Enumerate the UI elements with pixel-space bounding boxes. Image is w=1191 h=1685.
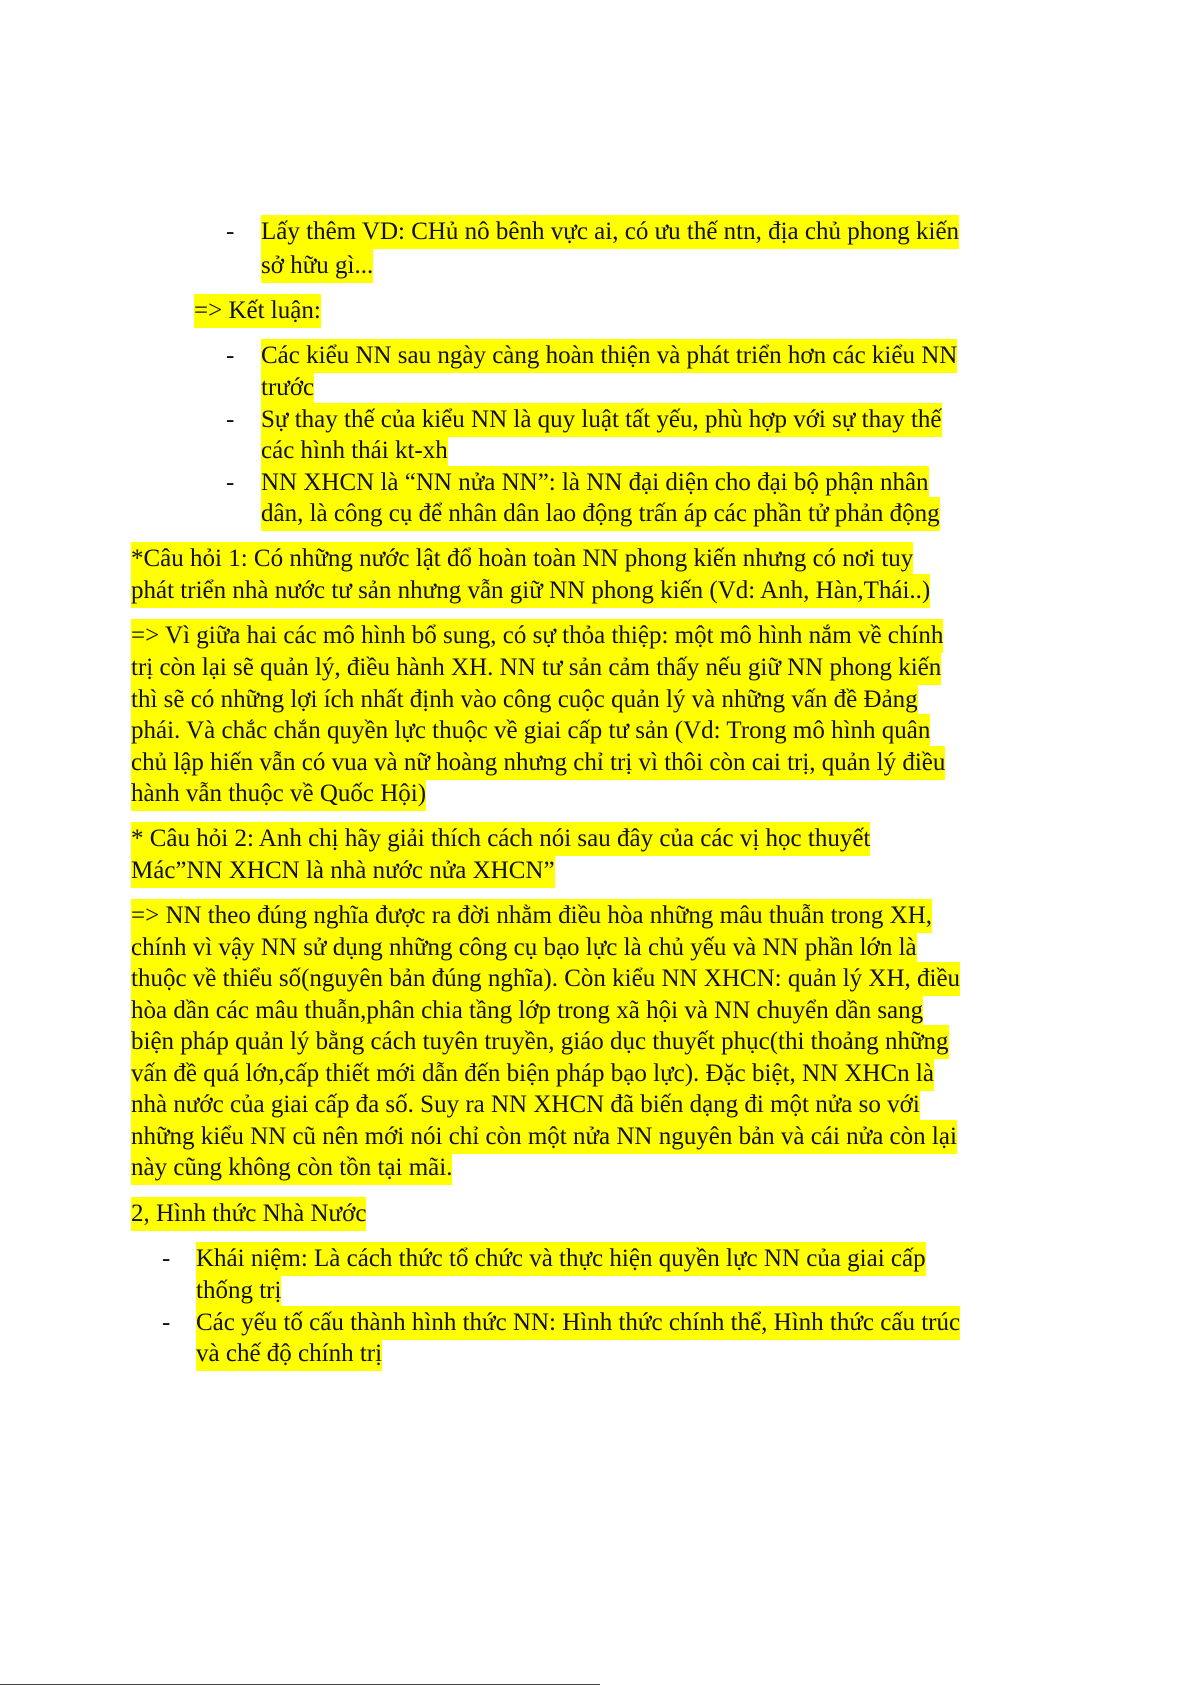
list-item-line: thống trị [196,1274,281,1308]
paragraph-line: nhà nước của giai cấp đa số. Suy ra NN XHCN đã biến dạng đi một nửa so với [131,1088,920,1122]
bullet-marker: - [226,469,235,496]
list-item-line: trước [261,371,314,405]
bullet-marker: - [162,1245,171,1272]
paragraph-line: => NN theo đúng nghĩa được ra đời nhằm điều hòa những mâu thuẫn trong XH, [131,899,932,933]
paragraph-line: Mác”NN XHCN là nhà nước nửa XHCN” [131,854,555,888]
paragraph-line: * Câu hỏi 2: Anh chị hãy giải thích cách nói sau đây của các vị học thuyết [131,822,870,856]
paragraph-line: hành vẫn thuộc về Quốc Hội) [131,777,426,811]
paragraph-line: phát triển nhà nước tư sản nhưng vẫn giữ NN phong kiến (Vd: Anh, Hàn,Thái..) [131,574,930,608]
bullet-marker: - [226,218,235,245]
paragraph-line: chủ lập hiến vẫn có vua và nữ hoàng nhưng chỉ trị vì thôi còn cai trị, quản lý điều [131,746,945,780]
list-item-line: Khái niệm: Là cách thức tổ chức và thực hiện quyền lực NN của giai cấp [196,1242,926,1276]
paragraph-line: những kiểu NN cũ nên mới nói chỉ còn một nửa NN nguyên bản và cái nửa còn lại [131,1120,957,1154]
paragraph-line: thì sẽ có những lợi ích nhất định vào công cuộc quản lý và những vấn đề Đảng [131,683,918,717]
paragraph-line: phái. Và chắc chắn quyền lực thuộc về giai cấp tư sản (Vd: Trong mô hình quân [131,714,930,748]
paragraph-line: vấn đề quá lớn,cấp thiết mới dẫn đến biện pháp bạo lực). Đặc biệt, NN XHCn là [131,1057,934,1091]
list-item-line: NN XHCN là “NN nửa NN”: là NN đại diện cho đại bộ phận nhân [261,466,929,500]
paragraph-line: biện pháp quản lý bằng cách tuyên truyền, giáo dục thuyết phục(thi thoảng những [131,1025,949,1059]
conclusion-label: => Kết luận: [194,294,321,328]
list-item-line: và chế độ chính trị [196,1337,382,1371]
bullet-text-line: Lấy thêm VD: CHủ nô bênh vực ai, có ưu thế ntn, địa chủ phong kiến [261,215,959,249]
list-item-line: Sự thay thế của kiểu NN là quy luật tất yếu, phù hợp với sự thay thế [261,403,942,437]
paragraph-line: trị còn lại sẽ quản lý, điều hành XH. NN tư sản cảm thấy nếu giữ NN phong kiến [131,651,941,685]
paragraph-line: hòa dần các mâu thuẫn,phân chia tầng lớp trong xã hội và NN chuyển dần sang [131,994,923,1028]
section-heading: 2, Hình thức Nhà Nước [131,1197,366,1231]
bullet-marker: - [162,1309,171,1336]
paragraph-line: => Vì giữa hai các mô hình bổ sung, có sự thỏa thiệp: một mô hình nắm về chính [131,619,943,653]
bullet-marker: - [226,406,235,433]
paragraph-line: chính vì vậy NN sử dụng những công cụ bạo lực là chủ yếu và NN phần lớn là [131,931,917,965]
paragraph-line: này cũng không còn tồn tại mãi. [131,1151,452,1185]
bullet-text-line: sở hữu gì... [261,249,373,283]
paragraph-line: thuộc về thiểu số(nguyên bản đúng nghĩa). Còn kiểu NN XHCN: quản lý XH, điều [131,962,960,996]
list-item-line: Các yếu tố cấu thành hình thức NN: Hình thức chính thể, Hình thức cấu trúc [196,1306,960,1340]
list-item-line: các hình thái kt-xh [261,434,448,468]
paragraph-line: *Câu hỏi 1: Có những nước lật đổ hoàn toàn NN phong kiến nhưng có nơi tuy [131,542,913,576]
list-item-line: dân, là công cụ để nhân dân lao động trấn áp các phần tử phản động [261,497,940,531]
bullet-marker: - [226,342,235,369]
list-item-line: Các kiểu NN sau ngày càng hoàn thiện và phát triển hơn các kiểu NN [261,339,957,373]
